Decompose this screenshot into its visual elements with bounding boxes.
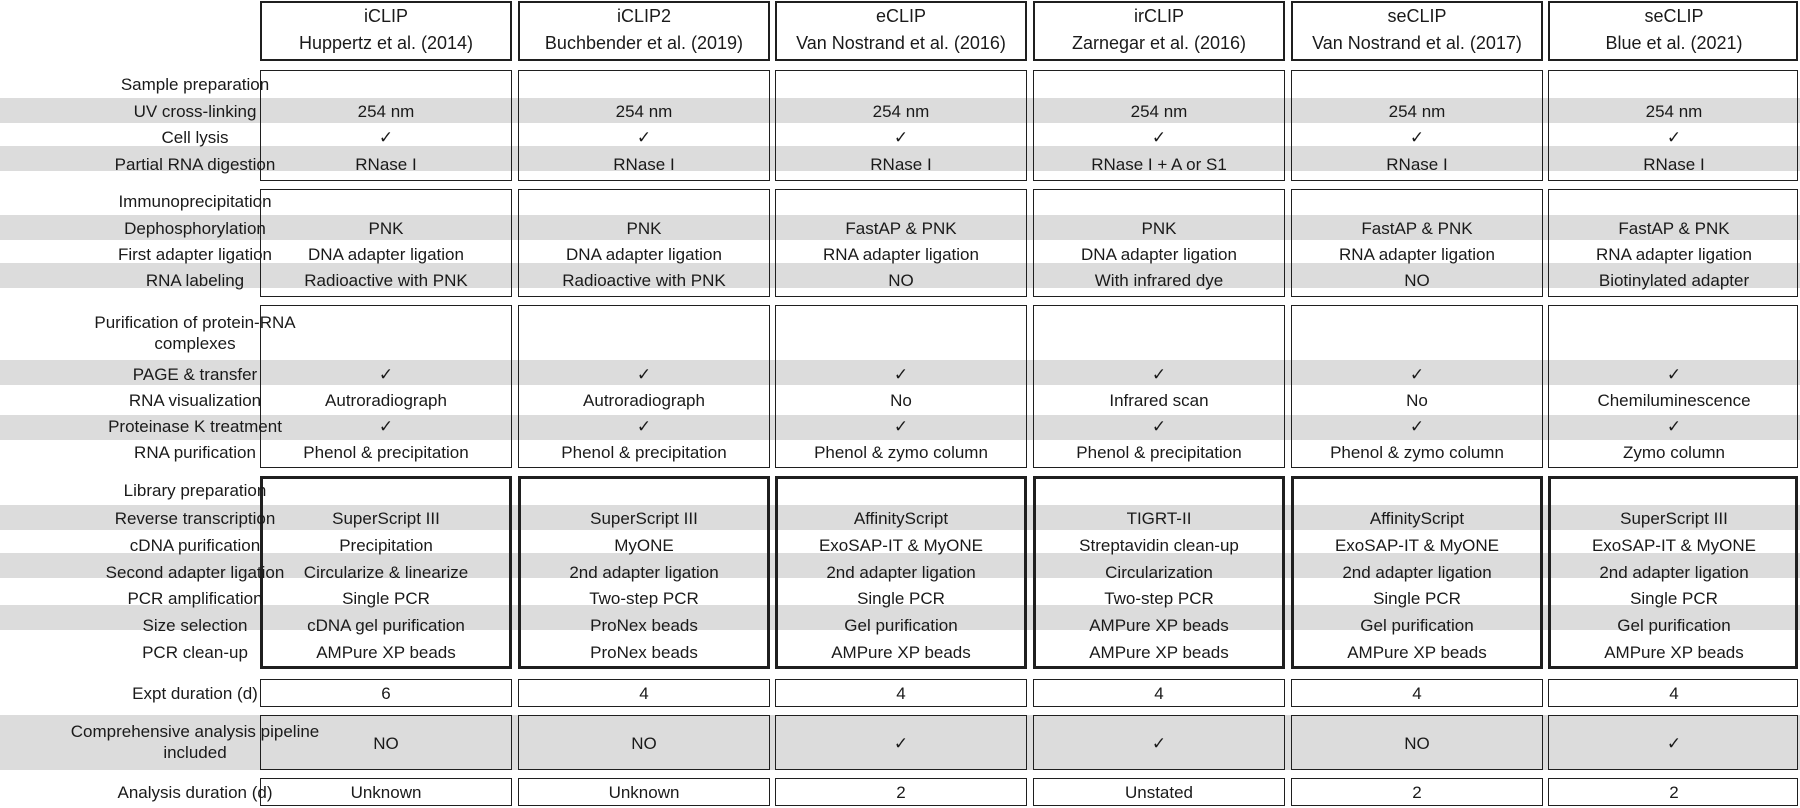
cell-value: ExoSAP-IT & MyONE [818,535,984,555]
row-label: PCR clean-up [142,642,248,662]
cell-value: With infrared dye [1094,270,1224,290]
row-label: Size selection [142,615,248,635]
cell-value: RNA adapter ligation [1339,244,1495,264]
checkmark-icon: ✓ [1666,127,1682,147]
row-label: Partial RNA digestion [114,154,276,174]
cell-value: Circularization [1105,562,1213,582]
row-label: RNA labeling [145,270,245,290]
method-name: irCLIP [1133,6,1184,26]
checkmark-icon: ✓ [1151,127,1167,147]
cell-value: DNA adapter ligation [566,244,722,264]
checkmark-icon: ✓ [893,416,909,436]
method-reference: Buchbender et al. (2019) [544,33,744,53]
row-label: cDNA purification [129,535,261,555]
cell-value: AMPure XP beads [1347,642,1487,662]
row-label: Dephosphorylation [124,218,266,238]
cell-value: SuperScript III [332,508,440,528]
checkmark-icon: ✓ [636,127,652,147]
row-label: Second adapter ligation [105,562,285,582]
cell-value: Precipitation [339,535,433,555]
checkmark-icon: ✓ [1151,416,1167,436]
row-label: UV cross-linking [133,101,257,121]
cell-value: Autroradiograph [583,390,705,410]
checkmark-icon: ✓ [893,127,909,147]
cell-value: Biotinylated adapter [1598,270,1750,290]
cell-value: SuperScript III [590,508,698,528]
cell-value: AMPure XP beads [1089,642,1229,662]
cell-value: AMPure XP beads [316,642,456,662]
cell-value: 2nd adapter ligation [569,562,719,582]
cell-value: 254 nm [615,101,673,121]
cell-value: NO [373,733,399,753]
method-name: eCLIP [875,6,927,26]
cell-value: RNA adapter ligation [1596,244,1752,264]
cell-value: 254 nm [1645,101,1703,121]
cell-value: Single PCR [1630,588,1718,608]
cell-value: ExoSAP-IT & MyONE [1334,535,1500,555]
row-label: Proteinase K treatment [108,416,282,436]
cell-value: 4 [1154,683,1164,703]
cell-value: Streptavidin clean-up [1079,535,1239,555]
cell-value: TIGRT-II [1126,508,1192,528]
cell-value: cDNA gel purification [307,615,465,635]
cell-value: FastAP & PNK [1361,218,1473,238]
cell-value: RNase I [1386,154,1448,174]
cell-value: Unknown [350,782,422,802]
cell-value: 2 [896,782,906,802]
cell-value: 2 [1669,782,1679,802]
cell-value: DNA adapter ligation [308,244,464,264]
cell-value: NO [888,270,914,290]
cell-value: ExoSAP-IT & MyONE [1591,535,1757,555]
cell-value: Unknown [608,782,680,802]
section-title: Immunoprecipitation [118,191,272,211]
cell-value: Phenol & precipitation [561,442,727,462]
method-name: iCLIP2 [616,6,672,26]
cell-value: RNase I [1643,154,1705,174]
cell-value: SuperScript III [1620,508,1728,528]
method-reference: Blue et al. (2021) [1605,33,1743,53]
cell-value: Phenol & precipitation [1076,442,1242,462]
cell-value: AMPure XP beads [1089,615,1229,635]
row-label: Reverse transcription [114,508,276,528]
row-label: Comprehensive analysis pipeline included [70,722,320,762]
cell-value: NO [1404,270,1430,290]
cell-value: Phenol & zymo column [814,442,988,462]
method-reference: Huppertz et al. (2014) [298,33,474,53]
cell-value: FastAP & PNK [1618,218,1730,238]
section-title: Purification of protein-RNA complexes [94,313,296,353]
cell-value: Zymo column [1622,442,1726,462]
method-name: seCLIP [1644,6,1704,26]
checkmark-icon: ✓ [1151,364,1167,384]
cell-value: PNK [368,218,404,238]
cell-value: RNA adapter ligation [823,244,979,264]
method-name: seCLIP [1387,6,1447,26]
method-name: iCLIP [363,6,408,26]
cell-value: No [890,390,912,410]
cell-value: AffinityScript [1369,508,1465,528]
checkmark-icon: ✓ [893,364,909,384]
method-reference: Van Nostrand et al. (2016) [796,33,1006,53]
cell-value: 254 nm [872,101,930,121]
cell-value: Circularize & linearize [303,562,469,582]
method-reference: Van Nostrand et al. (2017) [1312,33,1522,53]
checkmark-icon: ✓ [1409,127,1425,147]
cell-value: Single PCR [342,588,430,608]
row-label: RNA visualization [128,390,262,410]
cell-value: PNK [626,218,662,238]
cell-value: RNase I + A or S1 [1091,154,1227,174]
cell-value: FastAP & PNK [845,218,957,238]
cell-value: 4 [639,683,649,703]
cell-value: NO [631,733,657,753]
cell-value: Radioactive with PNK [304,270,468,290]
checkmark-icon: ✓ [1409,416,1425,436]
cell-value: Unstated [1124,782,1194,802]
checkmark-icon: ✓ [1151,733,1167,753]
cell-value: Autroradiograph [325,390,447,410]
checkmark-icon: ✓ [893,733,909,753]
row-label: Analysis duration (d) [117,782,273,802]
cell-value: Gel purification [1617,615,1731,635]
cell-value: Chemiluminescence [1597,390,1751,410]
cell-value: MyONE [614,535,674,555]
cell-value: Phenol & zymo column [1330,442,1504,462]
cell-value: Single PCR [857,588,945,608]
cell-value: 254 nm [357,101,415,121]
cell-value: Phenol & precipitation [303,442,469,462]
cell-value: Gel purification [844,615,958,635]
checkmark-icon: ✓ [636,364,652,384]
cell-value: Two-step PCR [1104,588,1214,608]
row-label: First adapter ligation [117,244,273,264]
cell-value: 2nd adapter ligation [826,562,976,582]
cell-value: RNase I [355,154,417,174]
row-label: RNA purification [134,442,256,462]
cell-value: 6 [381,683,391,703]
checkmark-icon: ✓ [1666,364,1682,384]
checkmark-icon: ✓ [378,127,394,147]
cell-value: 4 [1412,683,1422,703]
cell-value: AMPure XP beads [831,642,971,662]
cell-value: ProNex beads [590,642,698,662]
cell-value: 4 [1669,683,1679,703]
cell-value: 4 [896,683,906,703]
section-title: Library preparation [123,480,267,500]
checkmark-icon: ✓ [378,364,394,384]
checkmark-icon: ✓ [1666,733,1682,753]
cell-value: PNK [1141,218,1177,238]
cell-value: Single PCR [1373,588,1461,608]
cell-value: ProNex beads [590,615,698,635]
cell-value: 2nd adapter ligation [1342,562,1492,582]
cell-value: Gel purification [1360,615,1474,635]
cell-value: 254 nm [1130,101,1188,121]
cell-value: AMPure XP beads [1604,642,1744,662]
cell-value: AffinityScript [853,508,949,528]
cell-value: 254 nm [1388,101,1446,121]
row-label: Expt duration (d) [132,683,258,703]
row-label: Cell lysis [161,127,229,147]
checkmark-icon: ✓ [1409,364,1425,384]
cell-value: RNase I [613,154,675,174]
checkmark-icon: ✓ [636,416,652,436]
cell-value: DNA adapter ligation [1081,244,1237,264]
cell-value: 2 [1412,782,1422,802]
row-label: PAGE & transfer [132,364,258,384]
cell-value: Radioactive with PNK [562,270,726,290]
cell-value: Two-step PCR [589,588,699,608]
cell-value: Infrared scan [1109,390,1209,410]
cell-value: NO [1404,733,1430,753]
section-title: Sample preparation [120,74,270,94]
cell-value: No [1406,390,1428,410]
row-label: PCR amplification [127,588,263,608]
method-reference: Zarnegar et al. (2016) [1071,33,1247,53]
checkmark-icon: ✓ [378,416,394,436]
cell-value: RNase I [870,154,932,174]
cell-value: 2nd adapter ligation [1599,562,1749,582]
checkmark-icon: ✓ [1666,416,1682,436]
